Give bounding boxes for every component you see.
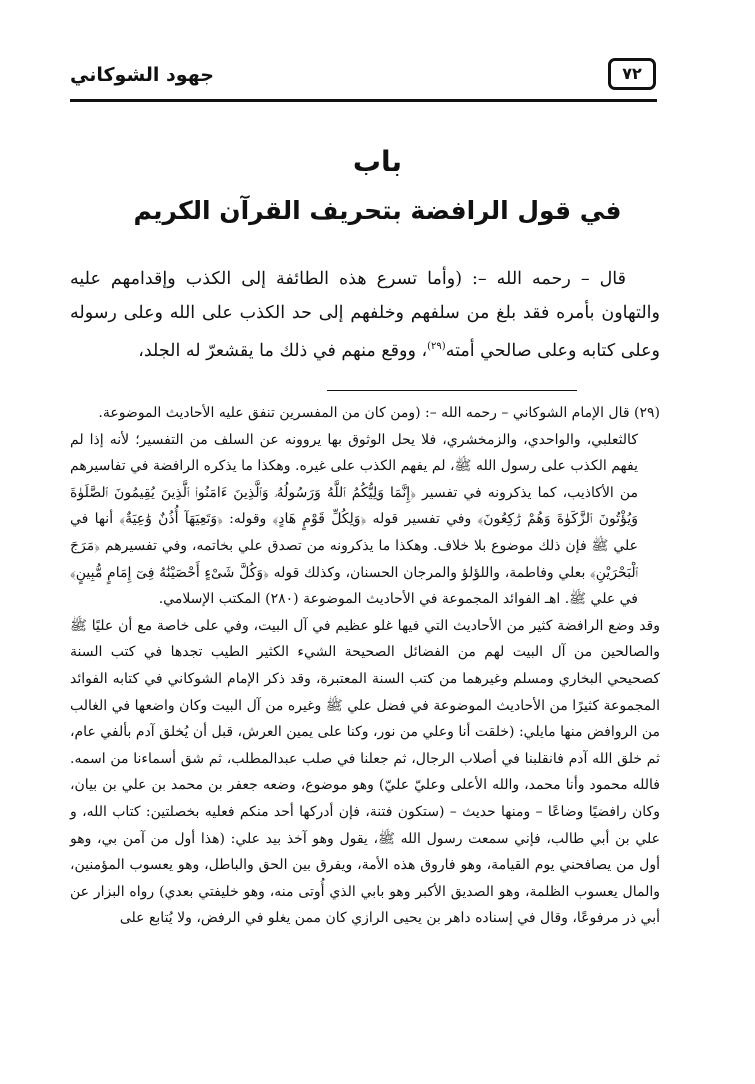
page-number: ٧٢ (622, 64, 642, 83)
footnote-number: (٢٩) (634, 405, 660, 421)
footnote-divider (327, 390, 577, 391)
footnote-paragraph-2: وقد وضع الرافضة كثير من الأحاديث التي فيها غلو عظيم في آل البيت، وفي على خاصة مع أن عليًا ﷺ والصالحين من آل البيت لهم من الفضائل الصحيحة الشيء الكثير الطيب تجدها في كتب السنة كصحيحي البخاري ومسلم وغيرهما من كتب السنة المعتبرة، وقد ذكر الإمام الشوكاني في كتابه الفوائد المجموعة كثيرًا من الأحاديث الموضوعة في فضل علي ﷺ وغيره من آل البيت وكان واضعها في الغالب من الروافض منها مايلي: (خلقت أنا وعلي من نور، وكنا على يمين العرش، قبل أن يُخلق آدم بألفي عام، ثم خلق الله آدم فانقلبنا في أصلاب الرجال، ثم جعلنا في صلب عبدالمطلب، ثم شق أسماءنا من اسمه. فالله محمود وأنا محمد، والله الأعلى وعليّ عليّ) وهو موضوع، وضعه جعفر بن محمد بن علي بن بيان، وكان رافضيًا وضاعًا – ومنها حديث – (ستكون فتنة، فإن أدركها أحد منكم فعليه بخصلتين: كتاب الله، و علي بن أبي طالب، فإني سمعت رسول الله ﷺ، يقول وهو آخذ بيد علي: (هذا أول من آمن بي، وهو أول من يصافحني يوم القيامة، وهو فاروق هذه الأمة، ويفرق بين الحق والباطل، وهو يعسوب المؤمنين، والمال يعسوب الظلمة، وهو الصديق الأكبر وهو بابي الذي أُوتى منه، وهو خليفتي بعدي) رواه البزار عن أبي ذر مرفوعًا، وقال في إسناده داهر بن يحيى الرازي كان ممن يغلو في الرفض، ولا يُتابع على (70, 617, 660, 927)
main-text-part-1: قال – رحمه الله –: (وأما تسرع هذه الطائفة إلى الكذب وإقدامهم عليه والتهاون بأمره فقد بلغ من سلفهم وخلفهم إلى حد الكذب على الله وعلى رسوله وعلى كتابه وعلى صالحي أمته (70, 269, 660, 361)
main-paragraph (70, 262, 660, 368)
footnote-29-first-line (70, 400, 660, 427)
main-body-text (70, 262, 660, 368)
footnote-29-line1: قال الإمام الشوكاني – رحمه الله –: (ومن كان من المفسرين تنفق عليه الأحاديث الموضوعة. (98, 405, 630, 421)
header-divider (70, 99, 657, 102)
main-text-part-2: ، ووقع منهم في ذلك ما يقشعرّ له الجلد، (138, 340, 428, 361)
footnotes-section (70, 400, 660, 932)
page-header (70, 66, 656, 88)
page-number-box (608, 58, 656, 90)
running-book-title: جهود الشوكاني (70, 64, 214, 86)
chapter-label: باب (352, 145, 403, 178)
footnote-reference[interactable]: (٢٩) (427, 341, 446, 352)
chapter-title: في قول الرافضة بتحريف القرآن الكريم (133, 196, 622, 225)
footnote-29-body: كالثعلبي، والواحدي، والزمخشري، فلا يحل الوثوق بها يروونه عن السلف من التفسير؛ لأنه إذا لم يفهم الكذب على رسول الله ﷺ، لم يفهم الكذب على غيره. وهكذا ما يذكره الرافضة في تفاسيرهم من الأكاذيب، كما يذكرونه في تفسير ﴿إِنَّمَا وَلِيُّكُمُ ٱللَّهُ وَرَسُولُهُۥ وَٱلَّذِينَ ءَامَنُوا۟ ٱلَّذِينَ يُقِيمُونَ ٱلصَّلَوٰةَ وَيُؤْتُونَ ٱلزَّكَوٰةَ وَهُمْ رَٰكِعُونَ﴾ وفي تفسير قوله ﴿وَلِكُلِّ قَوْمٍ هَادٍ﴾ وقوله: ﴿وَتَعِيَهَآ أُذُنٌ وَٰعِيَةٌ﴾ أنها في علي ﷺ فإن ذلك موضوع بلا خلاف. وهكذا ما يذكرونه من تصدق علي بخاتمه، وفي تفسيرهم ﴿مَرَجَ ٱلْبَحْرَيْنِ﴾ بعلي وفاطمة، واللؤلؤ والمرجان الحسنان، وكذلك قوله ﴿وَكُلَّ شَىْءٍ أَحْصَيْنَٰهُ فِىٓ إِمَامٍ مُّبِينٍ﴾ في علي ﷺ. اهـ الفوائد المجموعة في الأحاديث الموضوعة (٢٨٠) المكتب الإسلامي. (70, 431, 638, 608)
